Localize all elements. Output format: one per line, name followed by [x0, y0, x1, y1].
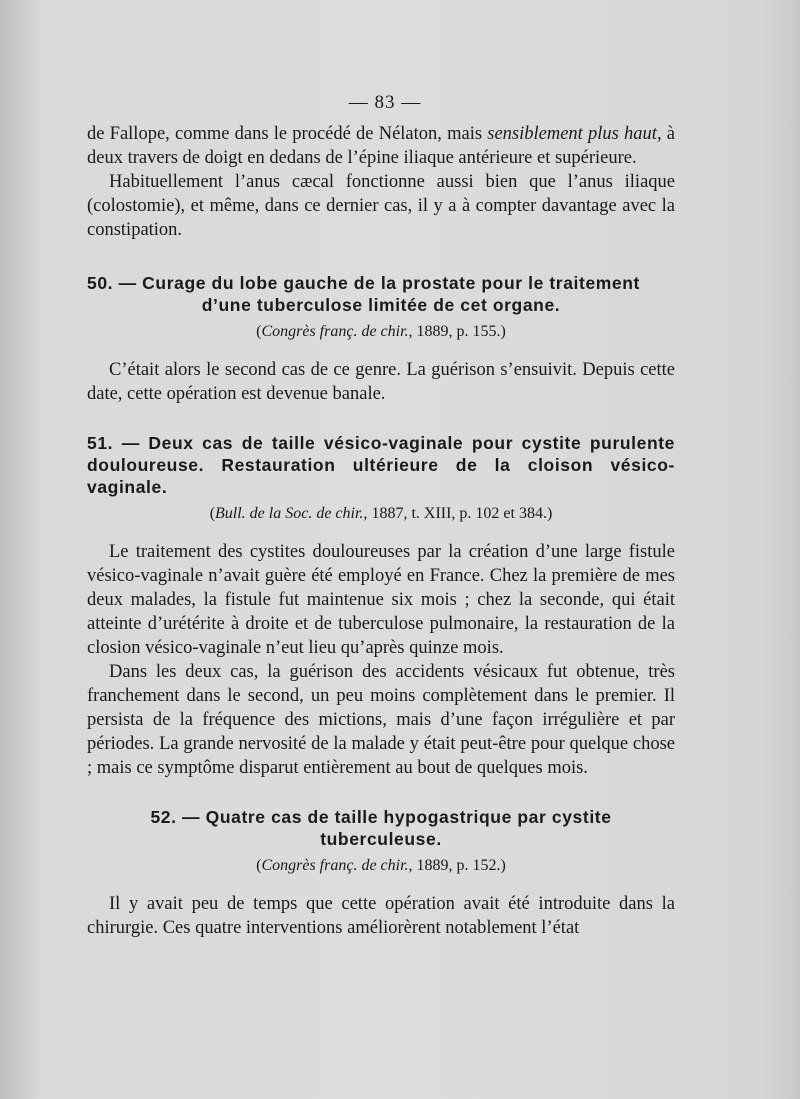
section-52-title-line-2: tuberculeuse.: [320, 829, 442, 849]
section-50-body: C’était alors le second cas de ce genre. La guérison s’ensuivit. Depuis cette date, cette opération est devenue banale.: [87, 360, 675, 404]
section-51-cite-details: 1887, t. XIII, p. 102 et 384.): [367, 505, 553, 522]
section-50-title-line-1: — Curage du lobe gauche de la prostate pour le traitement: [118, 273, 640, 293]
section-51-title: — Deux cas de taille vésico-vaginale pour cystite purulente douloureuse. Restauration ultérieure de la cloison vésico-vaginale.: [87, 433, 676, 497]
section-52-cite-details: 1889, p. 152.): [412, 857, 506, 874]
section-51-paragraph-2: Dans les deux cas, la guérison des accidents vésicaux fut obtenue, très franchement dans le second, un peu moins complètement dans le premier. Il persista de la fréquence des mictions, mais d’une façon irrégulière et par périodes. La grande nervosité de la malade y était peut-être pour quelque chose ; mais ce symptôme disparut entièrement au bout de quelques mois.: [87, 662, 675, 778]
section-51-cite-source: Bull. de la Soc. de chir.,: [215, 505, 368, 522]
section-52-cite-source: Congrès franç. de chir.,: [261, 857, 413, 874]
section-51-heading: [87, 432, 675, 498]
section-51-paragraph-1: Le traitement des cystites douloureuses par la création d’une large fistule vésico-vaginale n’avait guère été employé en France. Chez la première de mes deux malades, la fistule fut maintenue six mois ; chez la seconde, qui était atteinte d’urétérite à droite et de tuberculose pulmonaire, la restauration de la closion vésico-vaginale n’eut lieu qu’après quinze mois.: [87, 542, 675, 658]
intro-paragraph-1: [87, 122, 675, 170]
section-50-citation: (Congrès franç. de chir., 1889, p. 155.): [256, 323, 506, 340]
intro-p1-start: de Fallope, comme dans le procédé de Nélaton, mais: [87, 124, 488, 144]
section-52-number: 52.: [150, 807, 177, 827]
section-52-body: Il y avait peu de temps que cette opération avait été introduite dans la chirurgie. Ces quatre interventions améliorèrent notablement l’état: [87, 894, 675, 938]
intro-p1-italic: sensiblement plus haut,: [487, 124, 662, 144]
page-content: [87, 122, 675, 940]
section-50-heading: [87, 272, 675, 316]
section-52-title-line-1: — Quatre cas de taille hypogastrique par cystite: [182, 807, 612, 827]
section-50-number: 50.: [87, 273, 114, 293]
section-50-title-line-2: d’une tuberculose limitée de cet organe.: [201, 295, 561, 315]
intro-paragraph-2: Habituellement l’anus cæcal fonctionne aussi bien que l’anus iliaque (colostomie), et même, dans ce dernier cas, il y a à compter davantage avec la constipation.: [87, 172, 675, 240]
intro-p1-end: à deux travers de doigt en dedans de l’épine iliaque antérieure et supérieure.: [87, 124, 675, 168]
section-50-cite-details: 1889, p. 155.): [412, 323, 506, 340]
section-52-heading: [87, 806, 675, 850]
section-50-cite-source: Congrès franç. de chir.,: [261, 323, 413, 340]
page-number: — 83 —: [348, 92, 422, 113]
section-51-citation: (Bull. de la Soc. de chir., 1887, t. XIII, p. 102 et 384.): [209, 505, 553, 522]
section-51-number: 51.: [87, 433, 114, 453]
section-52-citation: (Congrès franç. de chir., 1889, p. 152.): [256, 857, 506, 874]
